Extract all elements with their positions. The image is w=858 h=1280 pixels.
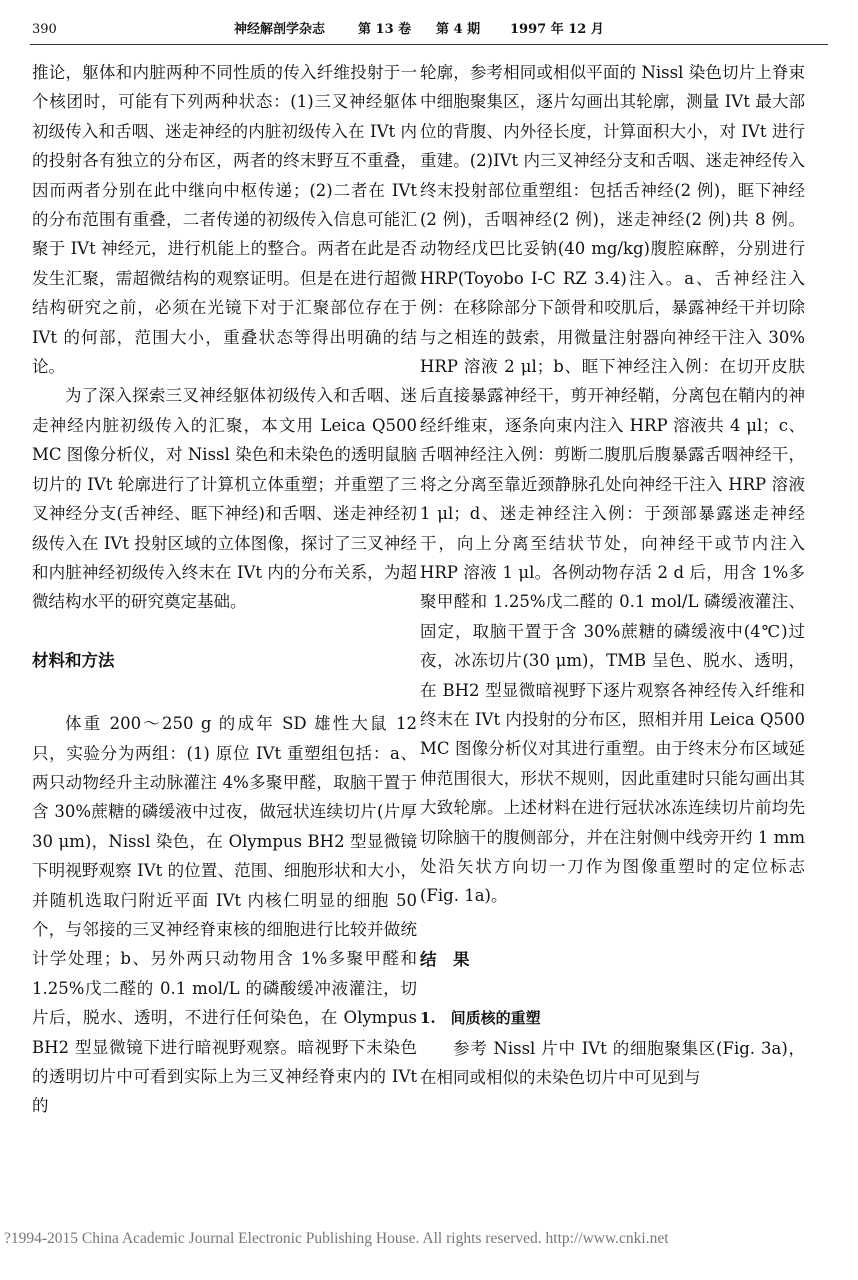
paragraph: 轮廓，参考相同或相似平面的 Nissl 染色切片上脊束中细胞聚集区，逐片勾画出其轮廓，测量 IVt 最大部位的背腹、内外径长度，计算面积大小，对 IVt 进行重建。(2)IVt 内三叉神经分支和舌咽、迷走神经传入终末投射部位重塑组：包括舌神经(2 例)，眶下神经(2 例)，舌咽神经(2 例)，迷走神经(2 例)共 8 例。动物经戊巴比妥钠(40 mg/kg)腹腔麻醉，分别进行 HRP(Toyobo I-C RZ 3.4)注入。a、舌神经注入例：在移除部分下颌骨和咬肌后，暴露神经干并切除与之相连的鼓索，用微量注射器向神经干注入 30% HRP 溶液 2 μl；b、眶下神经注入例：在切开皮肤后直接暴露神经干，剪开神经鞘，分离包在鞘内的神经纤维束，逐条向束内注入 HRP 溶液共 4 μl；c、舌咽神经注入例：剪断二腹肌后腹暴露舌咽神经干，将之分离至靠近颈静脉孔处向神经干注入 HRP 溶液 1 μl；d、迷走神经注入例：于颈部暴露迷走神经干，向上分离至结状节处，向神经干或节内注入 HRP 溶液 1 μl。各例动物存活 2 d 后，用含 1%多聚甲醛和 1.25%戊二醛的 0.1 mol/L 磷缓液灌注、固定，取脑干置于含 30%蔗糖的磷缓液中(4℃)过夜，冰冻切片(30 μm)，TMB 呈色、脱水、透明，在 BH2 型显微暗视野下逐片观察各神经传入纤维和终末在 IVt 内投射的分布区，照相并用 Leica Q500 MC 图像分析仪对其进行重塑。由于终末分布区域延伸范围很大，形状不规则，因此重建时只能勾画出其大致轮廓。上述材料在进行冠状冰冻连续切片前均先切除脑干的腹侧部分，并在注射侧中线旁开约 1 mm 处沿矢状方向切一刀作为图像重塑时的定位标志(Fig. 1a)。 (420, 63, 805, 906)
paragraph: 体重 200～250 g 的成年 SD 雄性大鼠 12 只，实验分为两组：(1) 原位 IVt 重塑组包括：a、两只动物经升主动脉灌注 4%多聚甲醛，取脑干置于含 30%蔗糖的磷缓液中过夜，做冠状连续切片(片厚 30 μm)，Nissl 染色，在 Olympus BH2 型显微镜下明视野观察 IVt 的位置、范围、细胞形状和大小，并随机选取闩附近平面 IVt 内核仁明显的细胞 50 个，与邻接的三叉神经脊束核的细胞进行比较并做统计学处理；b、另外两只动物用含 1%多聚甲醛和 1.25%戊二醛的 0.1 mol/L 的磷酸缓冲液灌注，切片后，脱水、透明，不进行任何染色，在 Olympus BH2 型显微镜下进行暗视野观察。暗视野下未染色的透明切片中可看到实际上为三叉神经脊束内的 IVt 的 (32, 714, 417, 1116)
paragraph: 参考 Nissl 片中 IVt 的细胞聚集区(Fig. 3a)，在相同或相似的未染色切片中可见到与 (420, 1038, 805, 1087)
journal-name: 神经解剖学杂志 (234, 22, 326, 37)
section-title-methods: 材料和方法 (32, 650, 115, 670)
right-column (420, 58, 805, 1092)
volume: 第 13 卷 (358, 22, 412, 37)
subsection-heading: 1. 间质核的重塑 (420, 1009, 541, 1028)
left-column (32, 58, 417, 1121)
issue: 第 4 期 (436, 22, 481, 37)
running-header (0, 18, 858, 42)
header-rule (30, 44, 828, 45)
paragraph: 推论，躯体和内脏两种不同性质的传入纤维投射于一个核团时，可能有下列两种状态：(1)三叉神经躯体初级传入和舌咽、迷走神经的内脏初级传入在 IVt 内的投射各有独立的分布区，两者的终末野互不重叠，因而两者分别在此中继向中枢传递；(2)二者在 IVt 的分布范围有重叠，二者传递的初级传入信息可能汇聚于 IVt 神经元，进行机能上的整合。两者在此是否发生汇聚，需超微结构的观察证明。但是在进行超微结构研究之前，必须在光镜下对于汇聚部位存在于 IVt 的何部，范围大小，重叠状态等得出明确的结论。 (32, 63, 417, 377)
page-number: 390 (32, 22, 57, 37)
paragraph: 为了深入探索三叉神经躯体初级传入和舌咽、迷走神经内脏初级传入的汇聚，本文用 Leica Q500 MC 图像分析仪，对 Nissl 染色和未染色的透明鼠脑切片的 IVt 轮廓进行了计算机立体重塑；并重塑了三叉神经分支(舌神经、眶下神经)和舌咽、迷走神经初级传入在 IVt 投射区域的立体图像，探讨了三叉神经和内脏神经初级传入终末在 IVt 内的分布关系，为超微结构水平的研究奠定基础。 (32, 386, 417, 612)
copyright-footer: ?1994-2015 China Academic Journal Electronic Publishing House. All rights reserved. http://www.cnki.net (4, 1230, 669, 1247)
publication-date: 1997 年 12 月 (510, 22, 604, 37)
section-title-results: 结 果 (420, 949, 470, 969)
